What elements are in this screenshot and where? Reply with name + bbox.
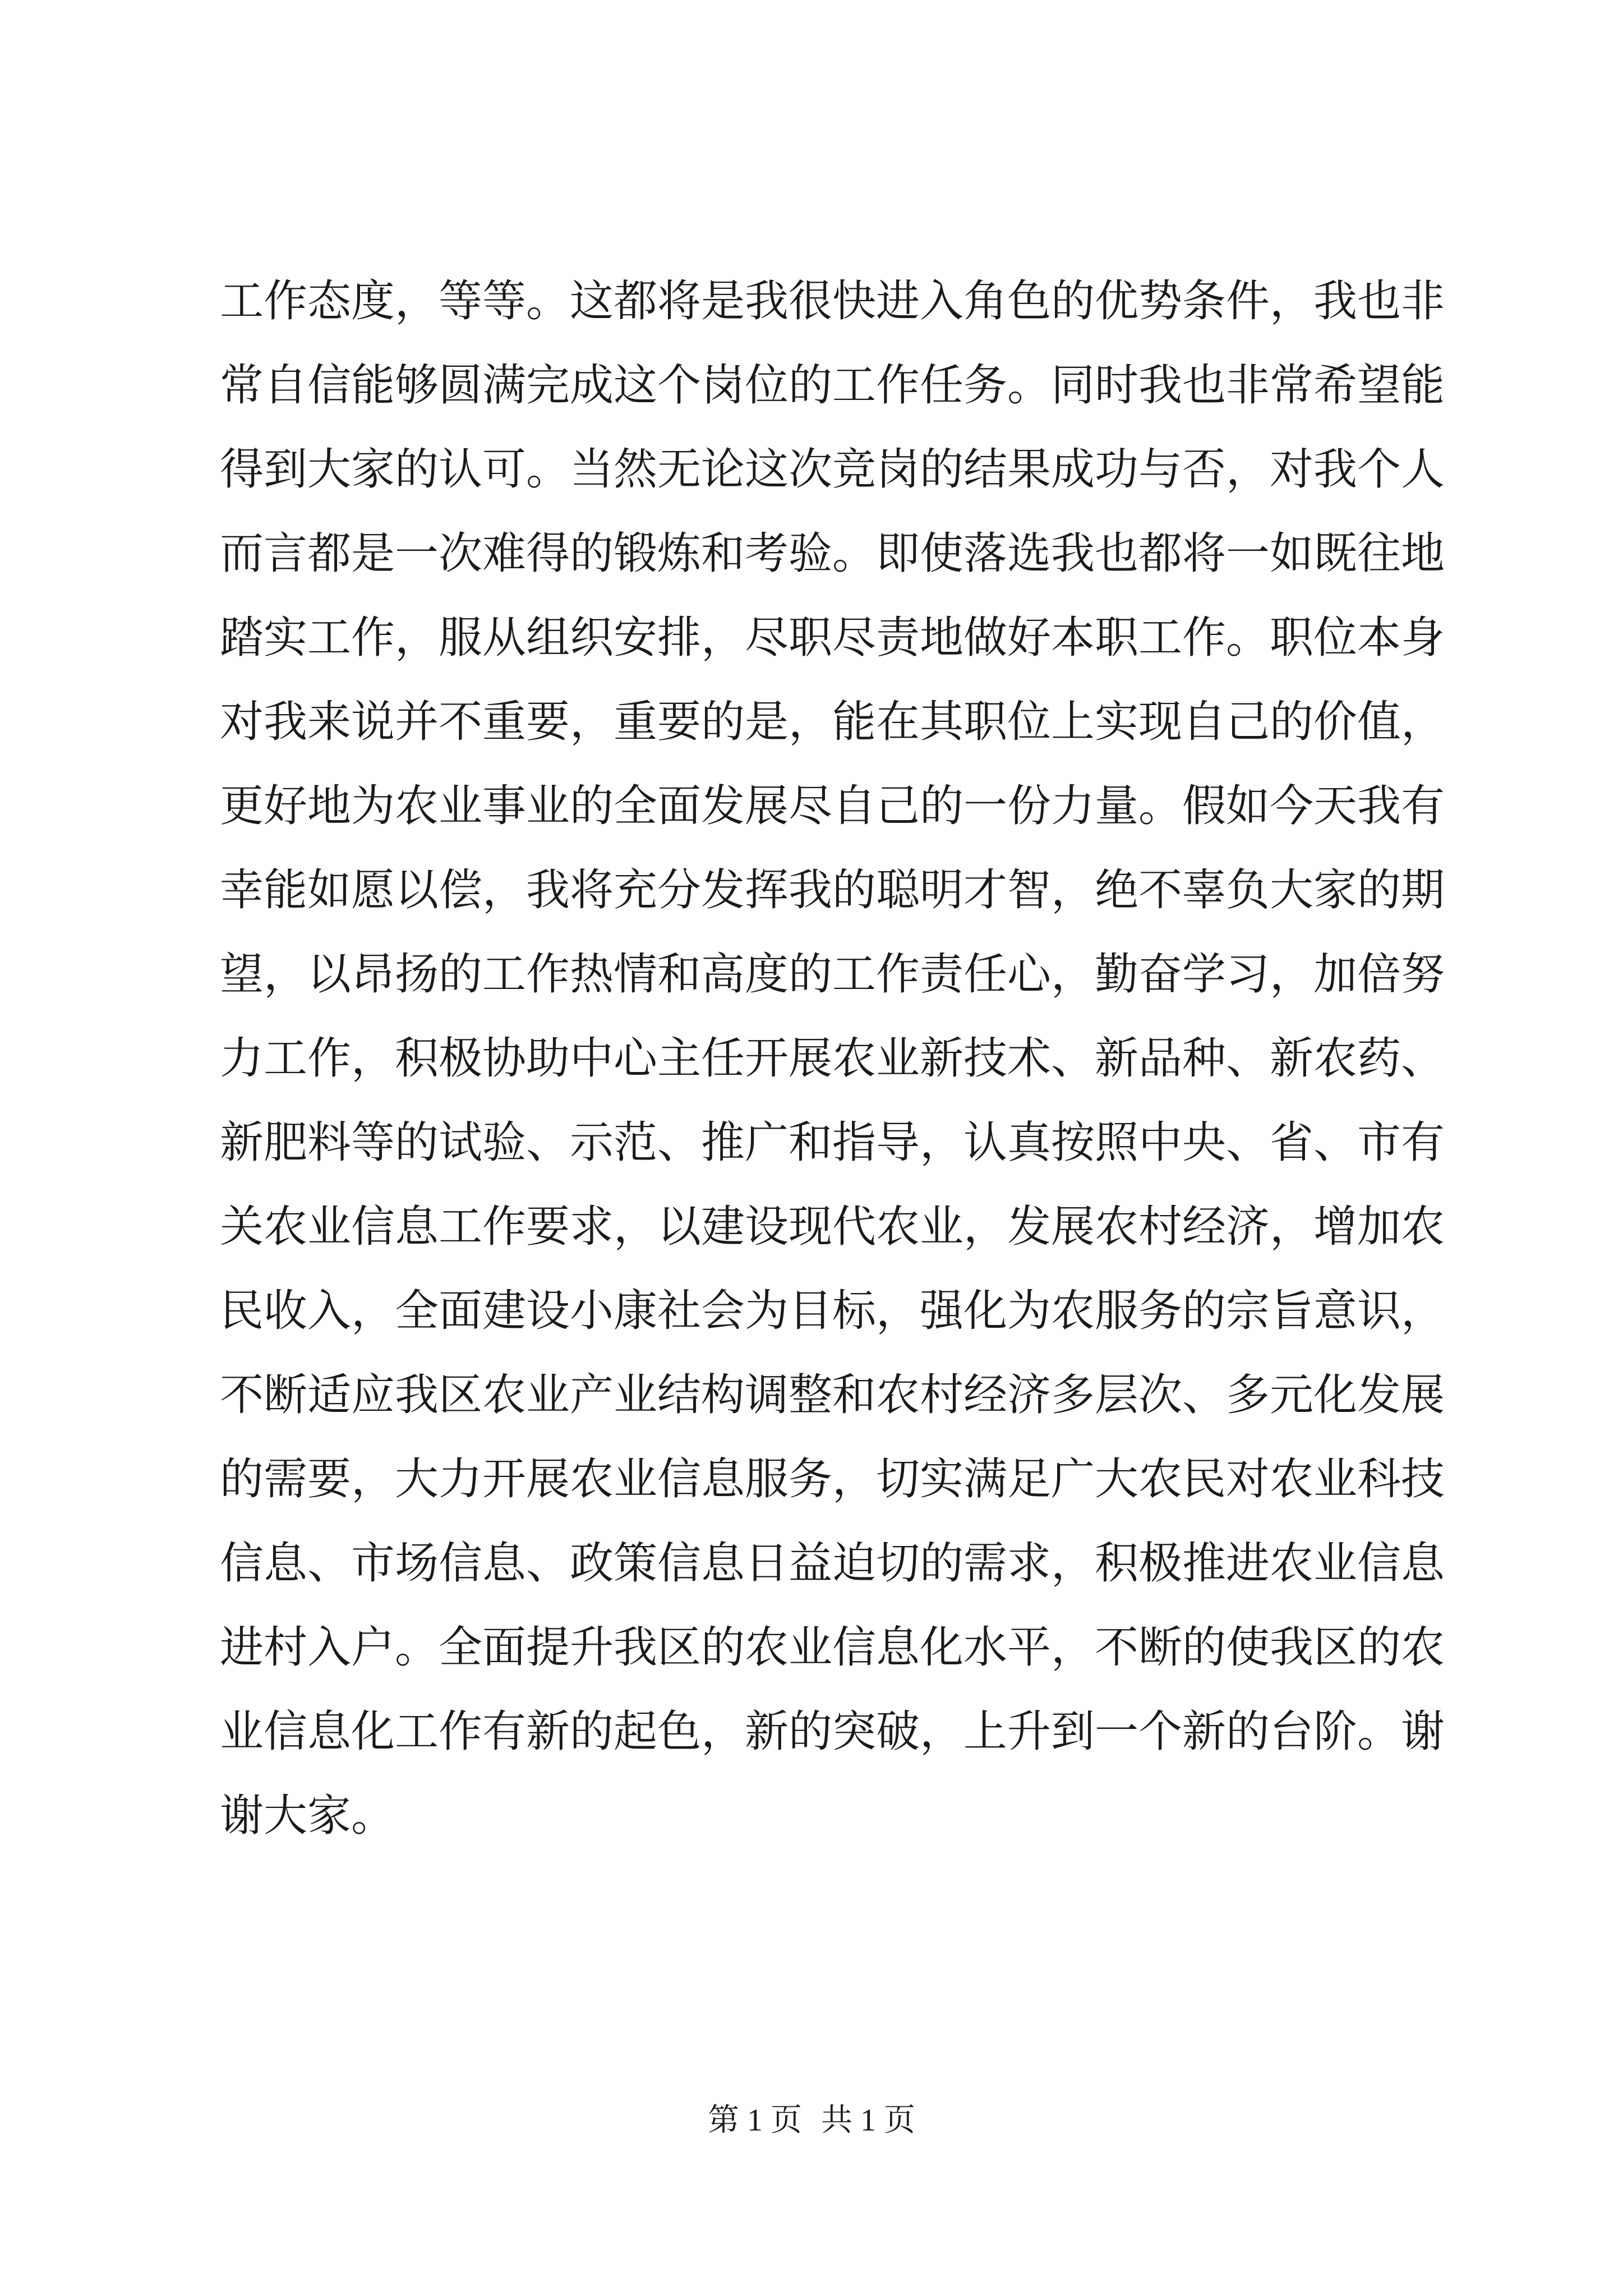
text-line: 对我来说并不重要，重要的是，能在其职位上实现自己的价值， — [220, 697, 1445, 747]
text-line: 业信息化工作有新的起色，新的突破，上升到一个新的台阶。谢 — [220, 1706, 1445, 1757]
text-line: 进村入户。全面提升我区的农业信息化水平，不断的使我区的农 — [220, 1622, 1445, 1673]
text-line: 更好地为农业事业的全面发展尽自己的一份力量。假如今天我有 — [220, 781, 1445, 831]
text-line: 踏实工作，服从组织安排，尽职尽责地做好本职工作。职位本身 — [220, 613, 1445, 663]
page-footer — [0, 2098, 1623, 2143]
text-line: 幸能如愿以偿，我将充分发挥我的聪明才智，绝不辜负大家的期 — [220, 865, 1445, 915]
text-line: 望，以昂扬的工作热情和高度的工作责任心，勤奋学习，加倍努 — [220, 949, 1445, 1000]
text-line: 信息、市场信息、政策信息日益迫切的需求，积极推进农业信息 — [220, 1538, 1445, 1589]
text-line: 不断适应我区农业产业结构调整和农村经济多层次、多元化发展 — [220, 1370, 1445, 1420]
text-line: 谢大家。 — [220, 1791, 395, 1841]
text-line: 的需要，大力开展农业信息服务，切实满足广大农民对农业科技 — [220, 1454, 1445, 1504]
text-line: 民收入，全面建设小康社会为目标，强化为农服务的宗旨意识， — [220, 1286, 1445, 1336]
text-line: 力工作，积极协助中心主任开展农业新技术、新品种、新农药、 — [220, 1033, 1445, 1084]
text-line: 新肥料等的试验、示范、推广和指导，认真按照中央、省、市有 — [220, 1117, 1445, 1168]
body-paragraph — [220, 259, 1445, 1858]
text-line: 关农业信息工作要求，以建设现代农业，发展农村经济，增加农 — [220, 1202, 1445, 1252]
text-line: 得到大家的认可。当然无论这次竞岗的结果成功与否，对我个人 — [220, 444, 1445, 495]
text-line: 工作态度，等等。这都将是我很快进入角色的优势条件，我也非 — [220, 276, 1445, 326]
page-total: 共 1 页 — [821, 2103, 915, 2138]
text-line: 而言都是一次难得的锻炼和考验。即使落选我也都将一如既往地 — [220, 528, 1445, 579]
text-line: 常自信能够圆满完成这个岗位的工作任务。同时我也非常希望能 — [220, 360, 1445, 411]
page-number: 第 1 页 — [708, 2103, 802, 2138]
